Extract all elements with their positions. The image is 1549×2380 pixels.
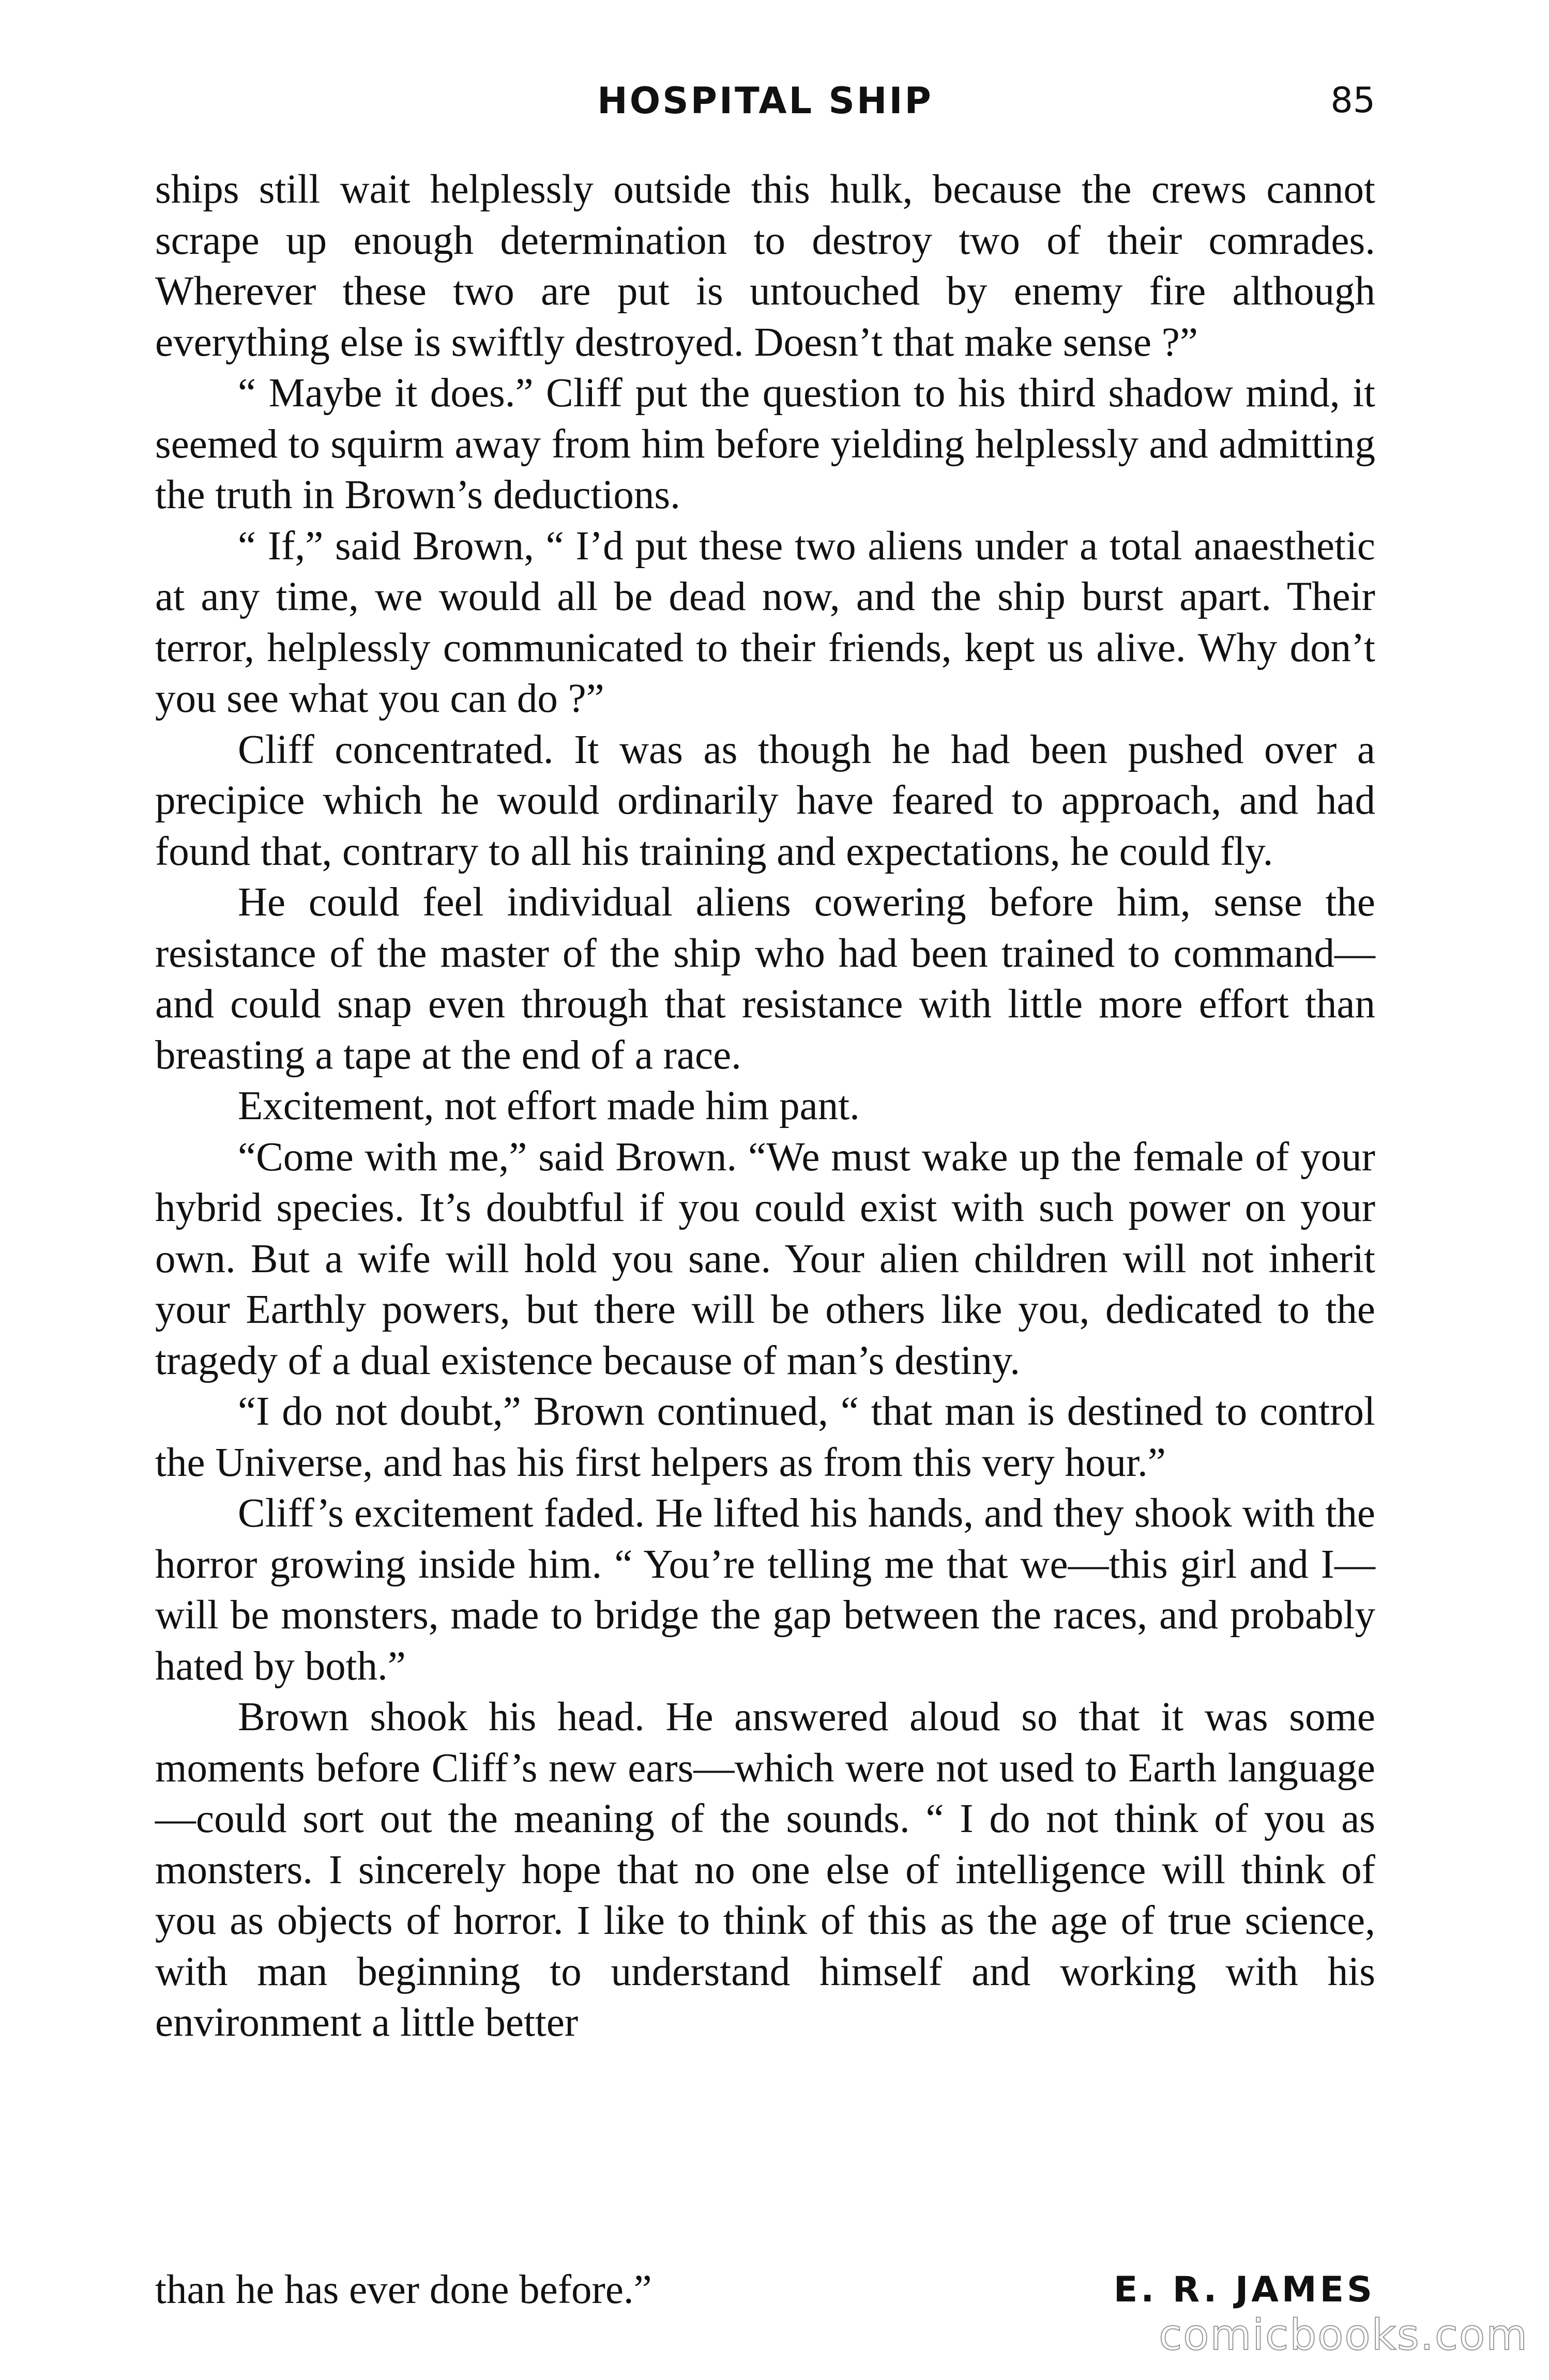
paragraph: Brown shook his head. He answered aloud so that it was some moments before Cliff’s new ears—which were not used to Earth language—could sort out the meaning of the sounds. “ I do not think of you as monsters. I sincerely hope that no one else of intelligence will think of you as objects of horror. I like to think of this as the age of true science, with man beginning to understand himself and working with his environment a little better [155, 1695, 1375, 2045]
paragraph: “I do not doubt,” Brown continued, “ that man is destined to control the Universe, and has his first helpers as from this very hour.” [155, 1389, 1375, 1485]
watermark: comicbooks.com [1159, 2311, 1528, 2360]
paragraph: Cliff concentrated. It was as though he had been pushed over a precipice which he would ordinarily have feared to approach, and had found that, contrary to all his training and expectations, he could fly. [155, 727, 1375, 874]
paragraph: “Come with me,” said Brown. “We must wake up the female of your hybrid species. It’s doubtful if you could exist with such power on your own. But a wife will hold you sane. Your alien children will not inherit your Earthly powers, but there will be others like you, dedicated to the tragedy of a dual existence because of man’s destiny. [155, 1134, 1375, 1383]
page-header [155, 72, 1375, 129]
author-byline: E. R. JAMES [1113, 2269, 1375, 2310]
paragraph: Cliff’s excitement faded. He lifted his hands, and they shook with the horror growing inside him. “ You’re telling me that we—this girl and I—will be monsters, made to bridge the gap between the races, and probably hated by both.” [155, 1491, 1375, 1689]
closing-line [155, 2264, 1375, 2316]
paragraph: Excitement, not effort made him pant. [238, 1084, 860, 1128]
paragraph: ships still wait helplessly outside this hulk, because the crews cannot scrape up enough determination to destroy two of their comrades. Wherever these two are put is untouched by enemy fire although everything else is swiftly destroyed. Doesn’t that make sense ?” [155, 167, 1375, 365]
paragraph: “ Maybe it does.” Cliff put the question to his third shadow mind, it seemed to squirm away from him before yielding helplessly and admitting the truth in Brown’s deductions. [155, 371, 1375, 517]
running-title: HOSPITAL SHIP [597, 80, 933, 122]
paragraph: He could feel individual aliens cowering before him, sense the resistance of the master of the ship who had been trained to command—and could snap even through that resistance with little more effort than breasting a tape at the end of a race. [155, 880, 1375, 1078]
paragraph: “ If,” said Brown, “ I’d put these two aliens under a total anaesthetic at any time, we would all be dead now, and the ship burst apart. Their terror, helplessly communicated to their friends, kept us alive. Why don’t you see what you can do ?” [155, 523, 1375, 721]
page-number: 85 [1330, 80, 1375, 121]
story-body [155, 164, 1375, 2049]
closing-text: than he has ever done before.” [155, 2267, 652, 2312]
